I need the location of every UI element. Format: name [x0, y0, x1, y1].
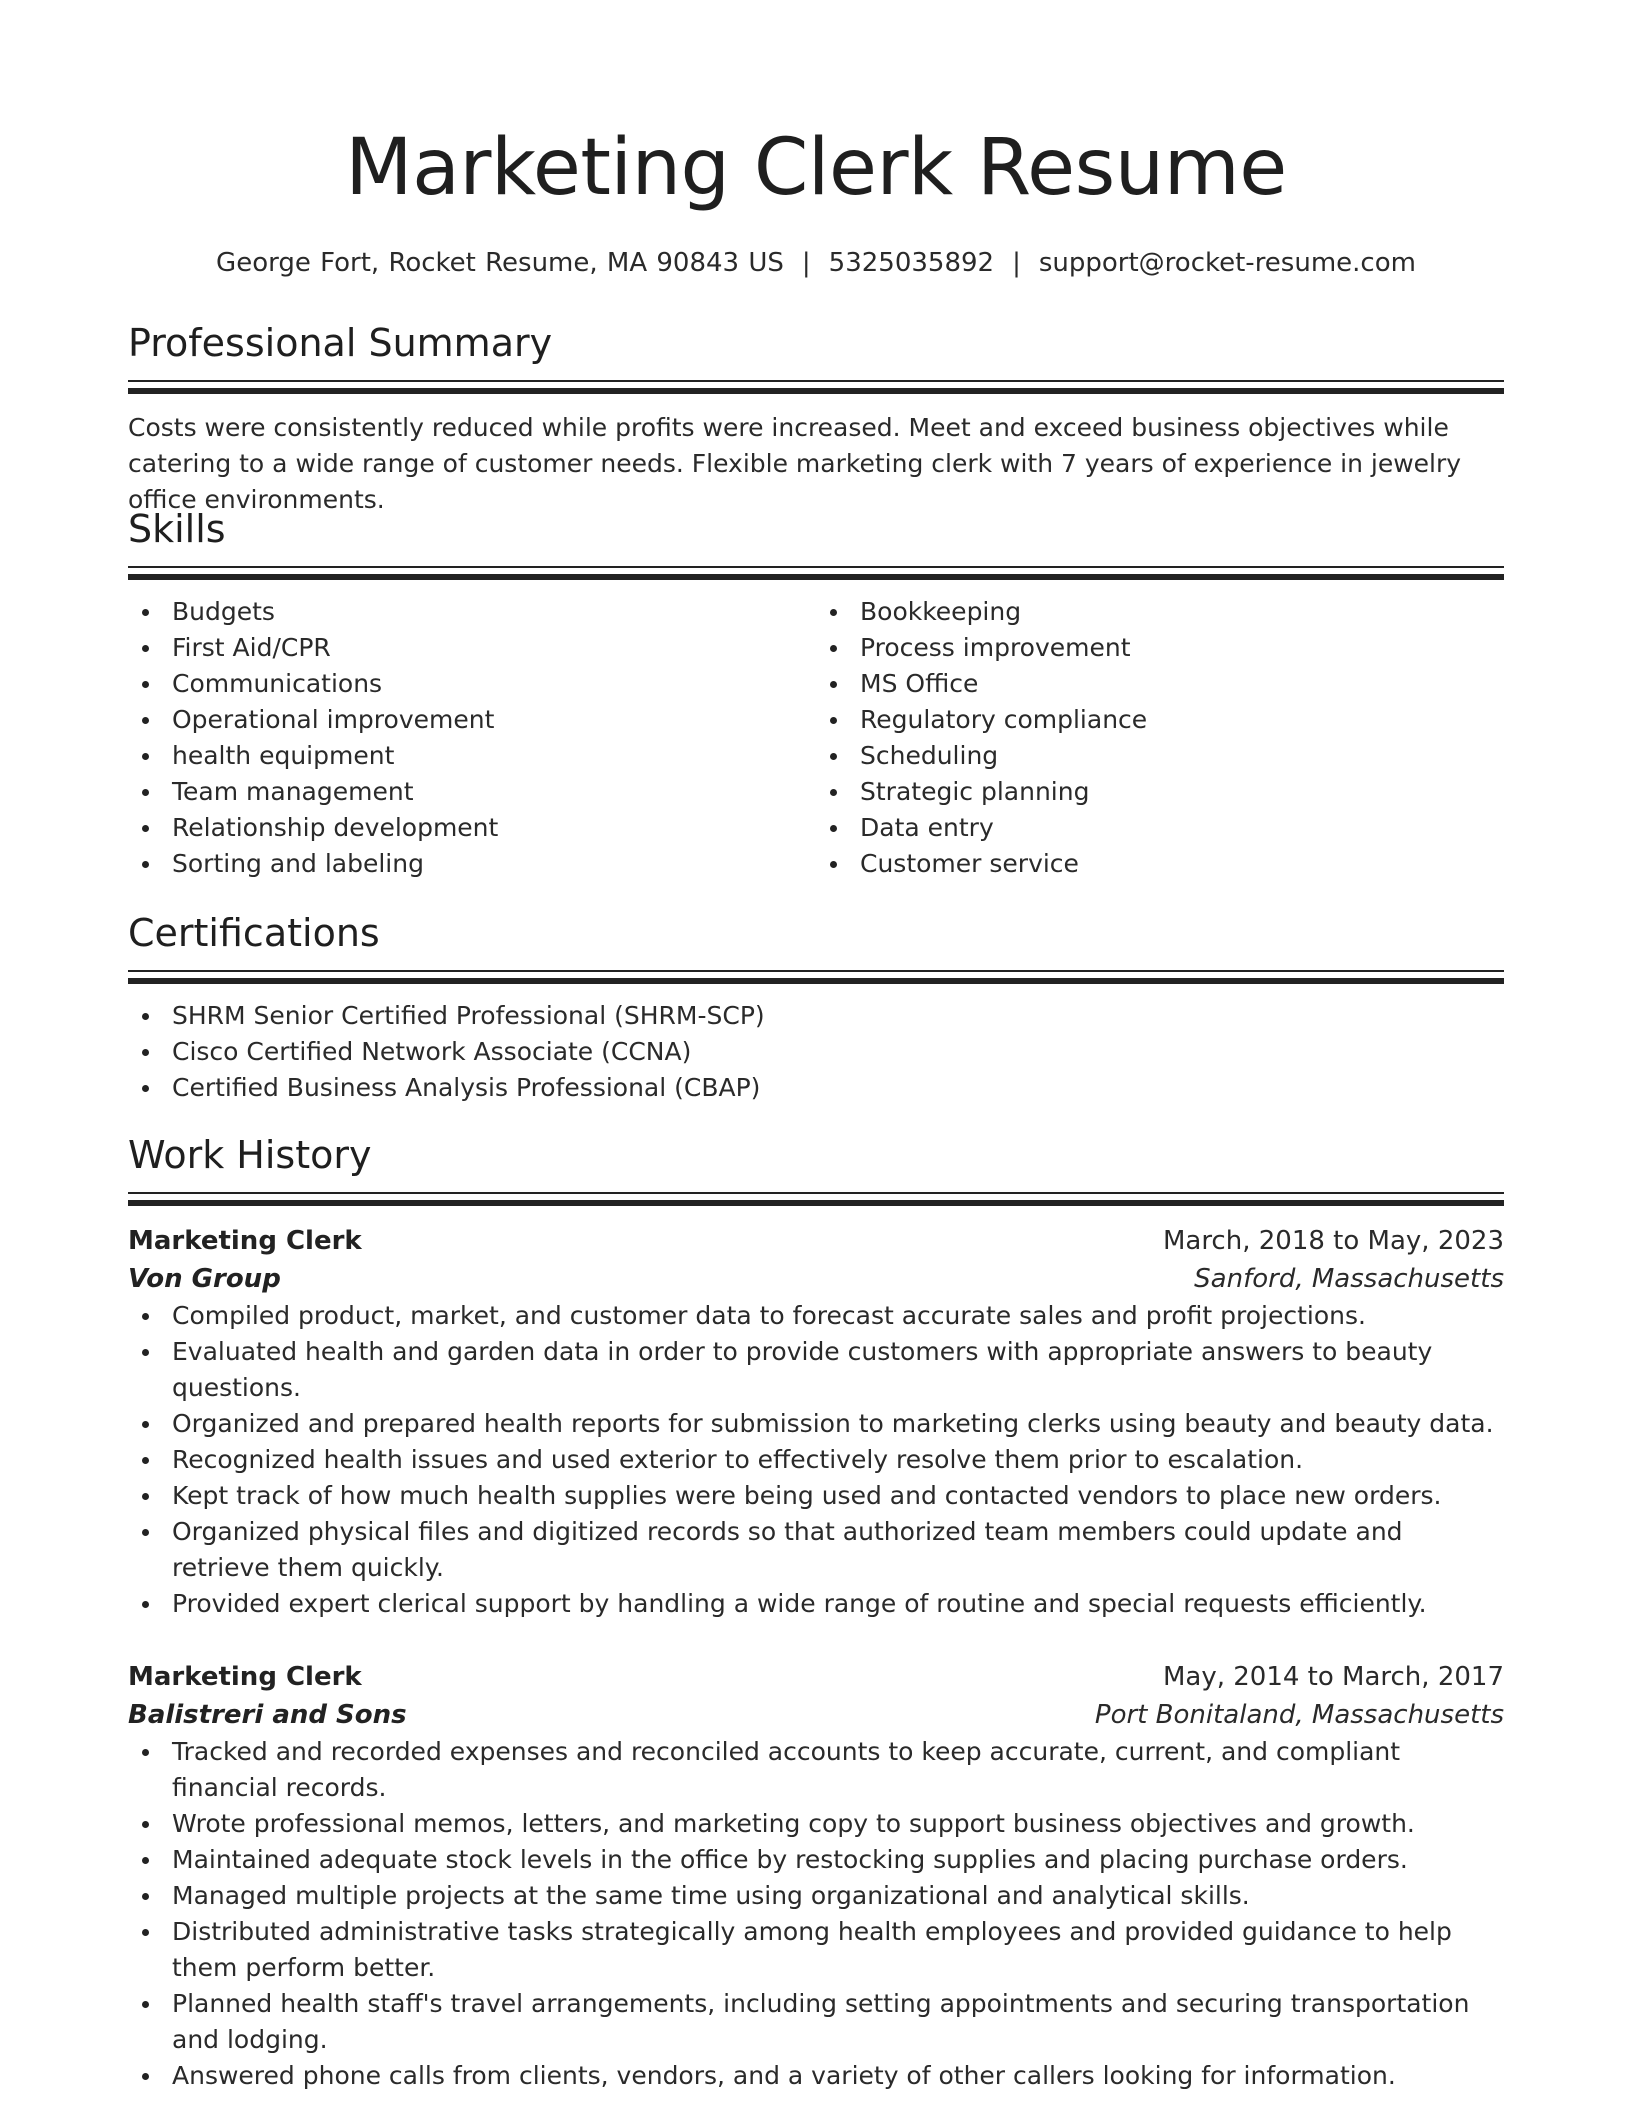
job-bullet: Evaluated health and garden data in order to provide customers with appropriate answers to beauty questions. — [128, 1334, 1504, 1406]
summary-heading: Professional Summary — [128, 321, 553, 365]
skills-left-list — [128, 594, 816, 882]
job-bullet: Kept track of how much health supplies were being used and contacted vendors to place new orders. — [128, 1478, 1504, 1514]
skill-item: Process improvement — [816, 630, 1504, 666]
section-divider — [128, 380, 1504, 394]
skill-item: First Aid/CPR — [128, 630, 816, 666]
contact-separator: | — [801, 248, 811, 278]
certifications-section — [128, 910, 1504, 1106]
skills-right-list — [816, 594, 1504, 882]
contact-phone: 5325035892 — [828, 248, 995, 278]
skill-item: Team management — [128, 774, 816, 810]
summary-section — [128, 320, 1504, 518]
job-company-row — [128, 1260, 1504, 1298]
job-bullet: Provided expert clerical support by handling a wide range of routine and special requests efficiently. — [128, 1586, 1504, 1622]
job-dates: March, 2018 to May, 2023 — [1162, 1226, 1504, 1256]
skill-item: MS Office — [816, 666, 1504, 702]
certifications-heading: Certifications — [128, 911, 380, 955]
skill-item: Regulatory compliance — [816, 702, 1504, 738]
skill-item: health equipment — [128, 738, 816, 774]
work-history-section — [128, 1132, 1504, 2094]
skill-item: Strategic planning — [816, 774, 1504, 810]
skill-item: Budgets — [128, 594, 816, 630]
job-bullet: Tracked and recorded expenses and reconciled accounts to keep accurate, current, and compliant financial records. — [128, 1734, 1504, 1806]
skill-item: Customer service — [816, 846, 1504, 882]
skill-item: Relationship development — [128, 810, 816, 846]
job-entry — [128, 1658, 1504, 2094]
skill-item: Communications — [128, 666, 816, 702]
contact-separator: | — [1012, 248, 1021, 278]
job-location: Sanford, Massachusetts — [1194, 1264, 1504, 1294]
job-bullet: Organized and prepared health reports for submission to marketing clerks using beauty and beauty data. — [128, 1406, 1504, 1442]
job-entry — [128, 1222, 1504, 1622]
job-bullet: Managed multiple projects at the same time using organizational and analytical skills. — [128, 1878, 1504, 1914]
skill-item: Operational improvement — [128, 702, 816, 738]
skill-item: Scheduling — [816, 738, 1504, 774]
contact-email: support@rocket-resume.com — [1038, 248, 1416, 278]
contact-address: George Fort, Rocket Resume, MA 90843 US — [216, 248, 784, 278]
work-history-heading: Work History — [128, 1133, 372, 1177]
job-bullet: Planned health staff's travel arrangements, including setting appointments and securing transportation and lodging. — [128, 1986, 1504, 2058]
job-company: Von Group — [128, 1264, 281, 1294]
skill-item: Sorting and labeling — [128, 846, 816, 882]
job-title: Marketing Clerk — [128, 1662, 362, 1692]
job-company-row — [128, 1696, 1504, 1734]
job-bullet: Organized physical files and digitized records so that authorized team members could update and retrieve them quickly. — [128, 1514, 1504, 1586]
section-divider — [128, 1192, 1504, 1206]
certification-item: Certified Business Analysis Professional (CBAP) — [128, 1070, 1504, 1106]
job-bullet: Recognized health issues and used exterior to effectively resolve them prior to escalation. — [128, 1442, 1504, 1478]
certification-item: Cisco Certified Network Associate (CCNA) — [128, 1034, 1504, 1070]
job-bullet: Distributed administrative tasks strategically among health employees and provided guidance to help them perform better. — [128, 1914, 1504, 1986]
certification-item: SHRM Senior Certified Professional (SHRM-SCP) — [128, 998, 1504, 1034]
summary-text: Costs were consistently reduced while profits were increased. Meet and exceed business objectives while catering to a wide range of customer needs. Flexible marketing clerk with 7 years of experience in jewelry office environments. — [128, 413, 1462, 514]
job-location: Port Bonitaland, Massachusetts — [1094, 1700, 1504, 1730]
job-bullet: Answered phone calls from clients, vendors, and a variety of other callers looking for information. — [128, 2058, 1504, 2094]
job-bullet-list — [128, 1298, 1504, 1622]
job-bullet: Maintained adequate stock levels in the office by restocking supplies and placing purchase orders. — [128, 1842, 1504, 1878]
section-divider — [128, 970, 1504, 984]
certifications-list — [128, 998, 1504, 1106]
job-company: Balistreri and Sons — [128, 1700, 407, 1730]
job-bullet: Compiled product, market, and customer data to forecast accurate sales and profit projections. — [128, 1298, 1504, 1334]
job-title: Marketing Clerk — [128, 1226, 362, 1256]
skills-section — [128, 506, 1504, 882]
resume-title: Marketing Clerk Resume — [345, 123, 1287, 213]
job-dates: May, 2014 to March, 2017 — [1162, 1662, 1504, 1692]
skill-item: Bookkeeping — [816, 594, 1504, 630]
skill-item: Data entry — [816, 810, 1504, 846]
job-bullet-list — [128, 1734, 1504, 2094]
job-header-row — [128, 1658, 1504, 1696]
job-header-row — [128, 1222, 1504, 1260]
job-bullet: Wrote professional memos, letters, and marketing copy to support business objectives and growth. — [128, 1806, 1504, 1842]
skills-columns — [128, 594, 1504, 882]
contact-line — [128, 246, 1504, 280]
skills-heading: Skills — [128, 507, 226, 551]
section-divider — [128, 566, 1504, 580]
